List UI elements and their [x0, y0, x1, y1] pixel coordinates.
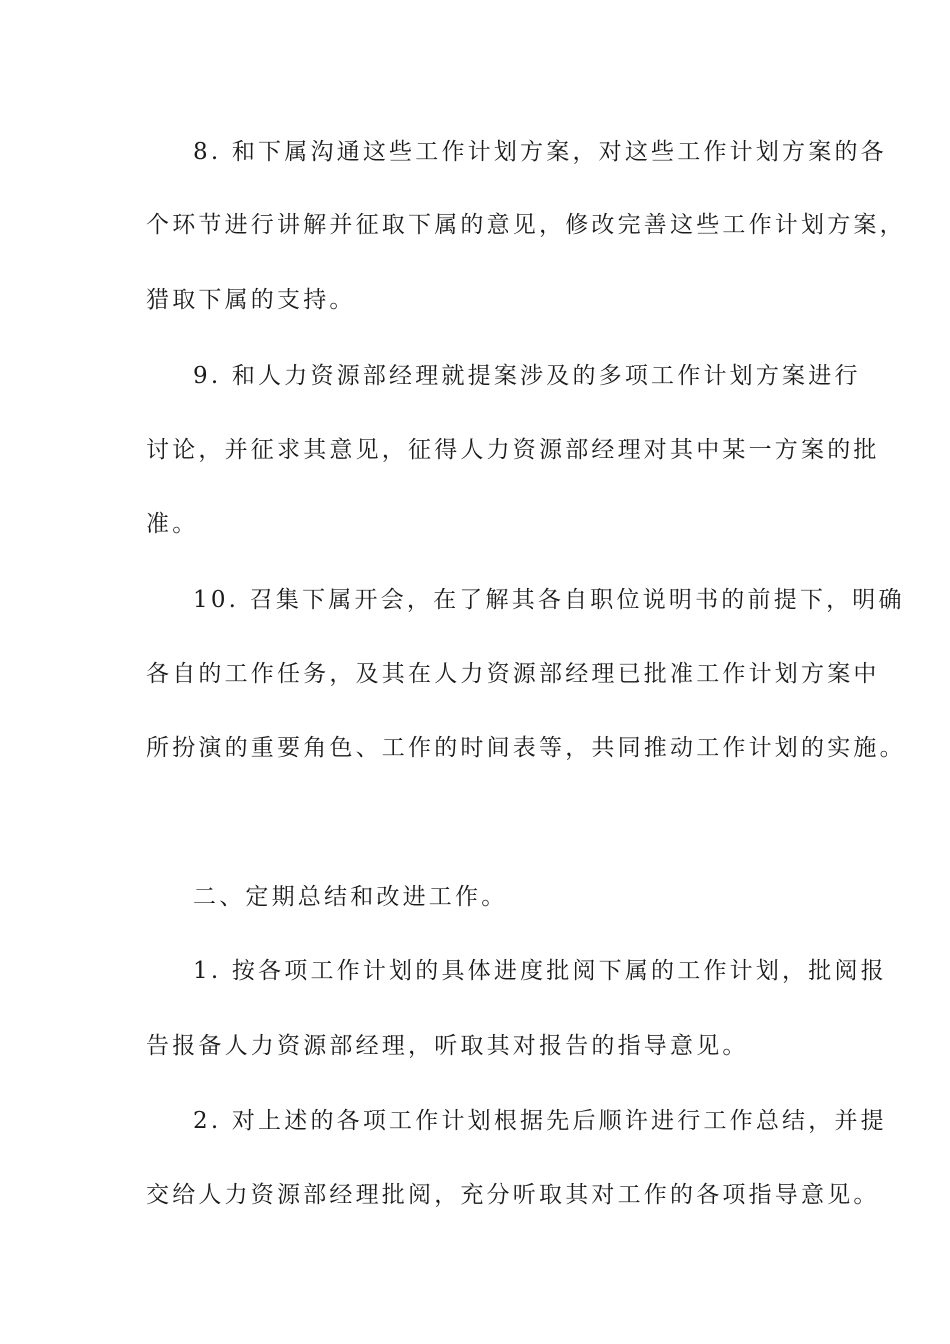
paragraph-10-line-2: 各自的工作任务，及其在人力资源部经理已批准工作计划方案中 — [146, 661, 880, 687]
paragraph-8-line-2: 个环节进行讲解并征取下属的意见，修改完善这些工作计划方案， — [146, 212, 906, 238]
paragraph-9-line-1: 9. 和人力资源部经理就提案涉及的多项工作计划方案进行 — [193, 363, 861, 389]
section-2-item-1-line-2: 告报备人力资源部经理，听取其对报告的指导意见。 — [146, 1033, 749, 1059]
paragraph-10-line-1: 10. 召集下属开会，在了解其各自职位说明书的前提下，明确 — [193, 587, 905, 613]
paragraph-9-line-3: 准。 — [146, 511, 199, 537]
section-2-heading: 二、定期总结和改进工作。 — [193, 884, 508, 910]
paragraph-8-line-3: 猎取下属的支持。 — [146, 287, 356, 313]
section-2-item-2-line-2: 交给人力资源部经理批阅，充分听取其对工作的各项指导意见。 — [146, 1182, 880, 1208]
paragraph-10-line-3: 所扮演的重要角色、工作的时间表等，共同推动工作计划的实施。 — [146, 735, 906, 761]
section-2-item-2-line-1: 2. 对上述的各项工作计划根据先后顺许进行工作总结，并提 — [193, 1108, 887, 1134]
paragraph-8-line-1: 8. 和下属沟通这些工作计划方案，对这些工作计划方案的各 — [193, 139, 887, 165]
paragraph-9-line-2: 讨论，并征求其意见，征得人力资源部经理对其中某一方案的批 — [146, 437, 880, 463]
section-2-item-1-line-1: 1. 按各项工作计划的具体进度批阅下属的工作计划，批阅报 — [193, 958, 887, 984]
